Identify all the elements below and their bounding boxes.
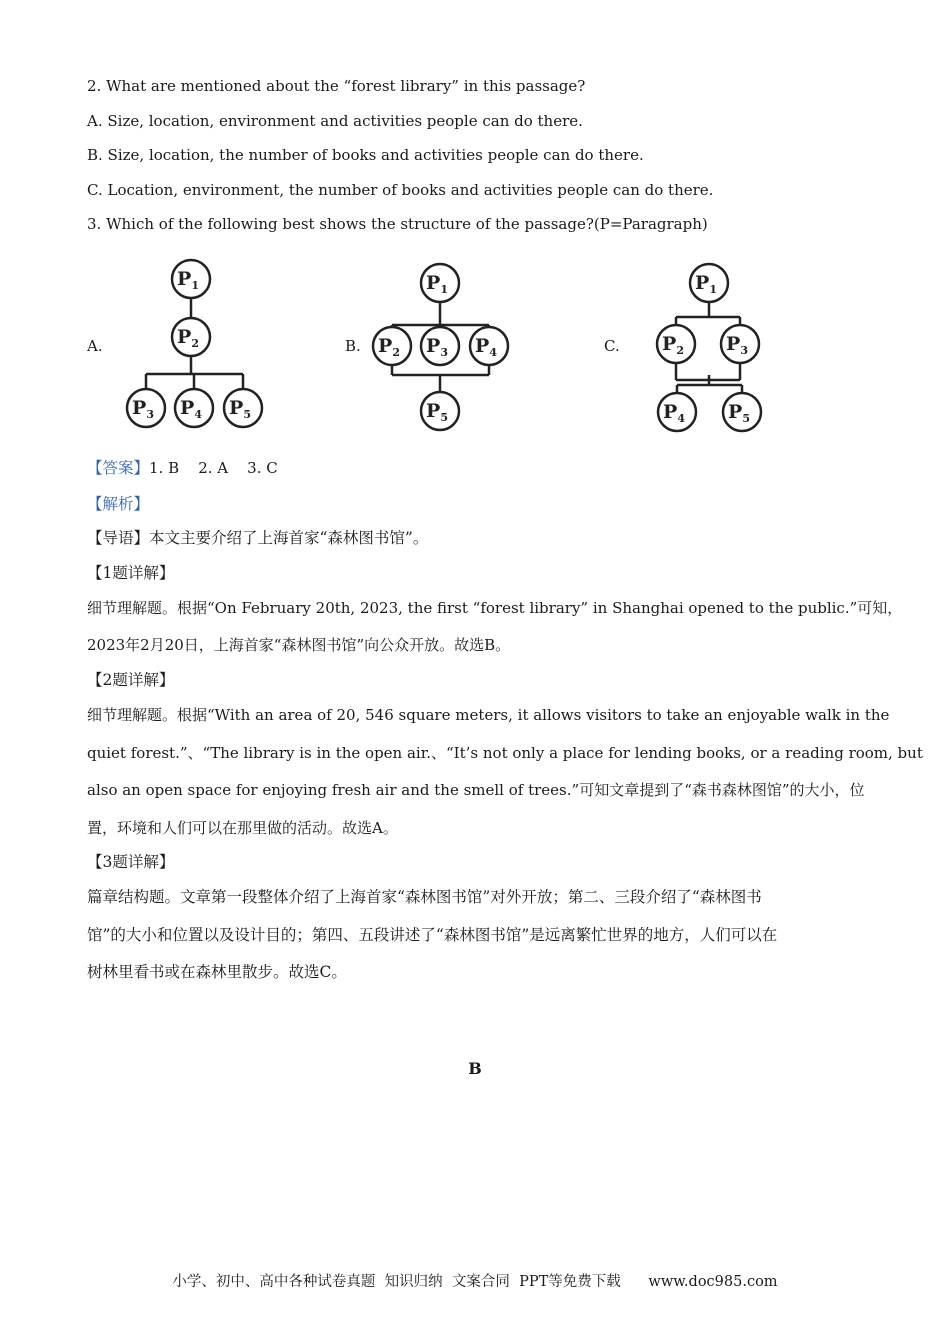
detail-2-title: 【2题详解】	[87, 671, 175, 689]
node-a-p5-sub: 5	[243, 408, 251, 421]
svg-text:P5	[229, 397, 251, 421]
node-a-p2-letter: P	[177, 326, 192, 348]
node-a-p5-letter: P	[229, 397, 244, 419]
node-b-p5-sub: 5	[440, 411, 448, 424]
node-c-p2-sub: 2	[676, 344, 684, 357]
node-a-p4-letter: P	[180, 397, 195, 419]
question-2: 2. What are mentioned about the “forest library” in this passage?	[87, 77, 586, 95]
node-a-p4-sub: 4	[194, 408, 202, 421]
node-c-p4-letter: P	[663, 401, 678, 423]
answer-line	[87, 458, 278, 478]
node-a-p3-sub: 3	[146, 408, 154, 421]
node-a-p1-letter: P	[177, 268, 192, 290]
node-b-p4-letter: P	[475, 335, 490, 357]
node-c-p3-letter: P	[726, 333, 741, 355]
page-footer: 小学、初中、高中各种试卷真题 知识归纳 文案合同 PPT等免费下载 www.doc985.com	[172, 1274, 778, 1290]
node-b-p4-sub: 4	[489, 346, 497, 359]
detail-2-line-3: also an open space for enjoying fresh air and the smell of trees.”可知文章提到了“森书森林图馆”的大小，位	[87, 781, 865, 799]
analysis-intro: 【导语】本文主要介绍了上海首家“森林图书馆”。	[87, 529, 429, 547]
detail-2-line-4: 置，环境和人们可以在那里做的活动。故选A。	[87, 819, 398, 837]
diagram-b-label: B.	[345, 337, 361, 355]
node-b-p3-letter: P	[426, 335, 441, 357]
detail-1-line-2: 2023年2月20日，上海首家“森林图书馆”向公众开放。故选B。	[87, 636, 511, 654]
svg-text:P3	[726, 333, 748, 357]
node-c-p2-letter: P	[662, 333, 677, 355]
detail-1-title: 【1题详解】	[87, 564, 175, 582]
section-heading: B	[468, 1059, 482, 1078]
svg-text:P5	[728, 401, 750, 425]
node-c-p3-sub: 3	[740, 344, 748, 357]
node-a-p3-letter: P	[132, 397, 147, 419]
analysis-tag: 【解析】	[87, 495, 150, 513]
svg-text:P1	[695, 272, 717, 296]
detail-2-line-1: 细节理解题。根据“With an area of 20, 546 square meters, it allows visitors to take an enjoyable walk in the	[87, 706, 890, 724]
node-b-p5-letter: P	[426, 400, 441, 422]
question-2-option-a: A. Size, location, environment and activities people can do there.	[87, 112, 583, 130]
svg-text:P4	[180, 397, 202, 421]
diagram-c-label: C.	[604, 337, 620, 355]
detail-1-line-1: 细节理解题。根据“On February 20th, 2023, the first “forest library” in Shanghai opened to the public.”可知，	[87, 599, 903, 617]
answer-text: 1. B 2. A 3. C	[149, 459, 278, 477]
node-b-p2-sub: 2	[392, 346, 400, 359]
structure-diagram-c	[648, 255, 778, 440]
svg-text:P3	[132, 397, 154, 421]
question-2-option-b: B. Size, location, the number of books and activities people can do there.	[87, 146, 644, 164]
node-c-p4-sub: 4	[677, 412, 685, 425]
structure-diagram-a	[115, 250, 275, 440]
svg-text:P5	[426, 400, 448, 424]
diagram-a-label: A.	[87, 337, 103, 355]
svg-text:P1	[426, 272, 448, 296]
node-c-p1-letter: P	[695, 272, 710, 294]
question-3: 3. Which of the following best shows the structure of the passage?(P=Paragraph)	[87, 215, 708, 233]
question-2-option-c: C. Location, environment, the number of books and activities people can do there.	[87, 181, 714, 199]
detail-3-line-1: 篇章结构题。文章第一段整体介绍了上海首家“森林图书馆”对外开放；第二、三段介绍了“森林图书	[87, 888, 762, 906]
structure-diagram-b	[365, 255, 525, 440]
node-b-p1-sub: 1	[440, 283, 448, 296]
svg-text:P2	[177, 326, 199, 350]
svg-text:P2	[662, 333, 684, 357]
detail-3-line-3: 树林里看书或在森林里散步。故选C。	[87, 963, 347, 981]
node-b-p2-letter: P	[378, 335, 393, 357]
node-a-p1-sub: 1	[191, 279, 199, 292]
node-b-p1-letter: P	[426, 272, 441, 294]
node-c-p5-sub: 5	[742, 412, 750, 425]
detail-3-title: 【3题详解】	[87, 853, 175, 871]
node-c-p5-letter: P	[728, 401, 743, 423]
detail-3-line-2: 馆”的大小和位置以及设计目的；第四、五段讲述了“森林图书馆”是远离繁忙世界的地方，人们可以在	[87, 926, 778, 944]
answer-tag: 【答案】	[87, 459, 150, 477]
node-b-p3-sub: 3	[440, 346, 448, 359]
node-c-p1-sub: 1	[709, 283, 717, 296]
svg-text:P4	[663, 401, 685, 425]
svg-text:P1	[177, 268, 199, 292]
node-a-p2-sub: 2	[191, 337, 199, 350]
detail-2-line-2: quiet forest.”、“The library is in the open air.、“It’s not only a place for lending books, or a reading room, but	[87, 744, 923, 762]
